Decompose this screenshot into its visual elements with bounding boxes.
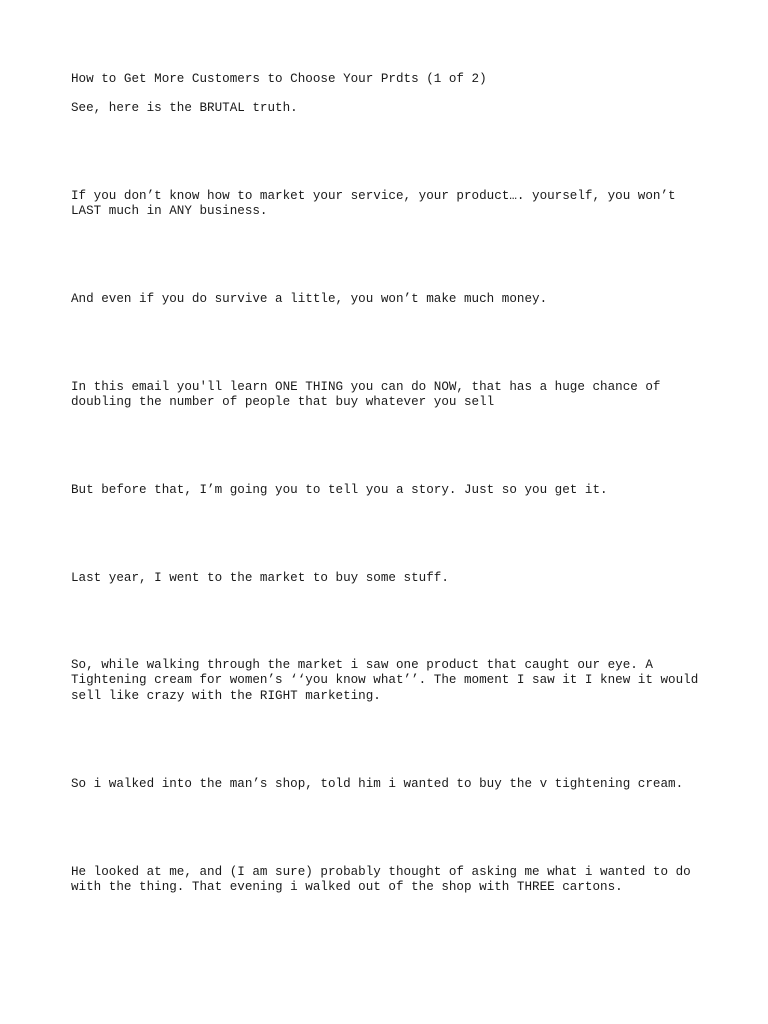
paragraph-8-line-1: So i walked into the man’s shop, told him i wanted to buy the v tightening cream. <box>71 777 684 791</box>
paragraph-1-line-1: See, here is the BRUTAL truth. <box>71 101 298 115</box>
paragraph-7-line-1: So, while walking through the market i saw one product that caught our eye. A <box>71 658 653 672</box>
paragraph-2-line-2: LAST much in ANY business. <box>71 204 268 218</box>
document-title: How to Get More Customers to Choose Your Prdts (1 of 2) <box>71 72 487 86</box>
paragraph-3-line-1: And even if you do survive a little, you won’t make much money. <box>71 292 548 306</box>
paragraph-9-line-2: with the thing. That evening i walked out of the shop with THREE cartons. <box>71 880 623 894</box>
paragraph-9-line-1: He looked at me, and (I am sure) probably thought of asking me what i wanted to do <box>71 865 691 879</box>
paragraph-6-line-1: Last year, I went to the market to buy some stuff. <box>71 571 449 585</box>
paragraph-7-line-3: sell like crazy with the RIGHT marketing. <box>71 689 381 703</box>
paragraph-2-line-1: If you don’t know how to market your service, your product…. yourself, you won’t <box>71 189 676 203</box>
paragraph-5-line-1: But before that, I’m going you to tell you a story. Just so you get it. <box>71 483 608 497</box>
paragraph-4-line-1: In this email you'll learn ONE THING you can do NOW, that has a huge chance of <box>71 380 661 394</box>
paragraph-7-line-2: Tightening cream for women’s ‘‘you know what’’. The moment I saw it I knew it would <box>71 673 699 687</box>
paragraph-4-line-2: doubling the number of people that buy whatever you sell <box>71 395 495 409</box>
